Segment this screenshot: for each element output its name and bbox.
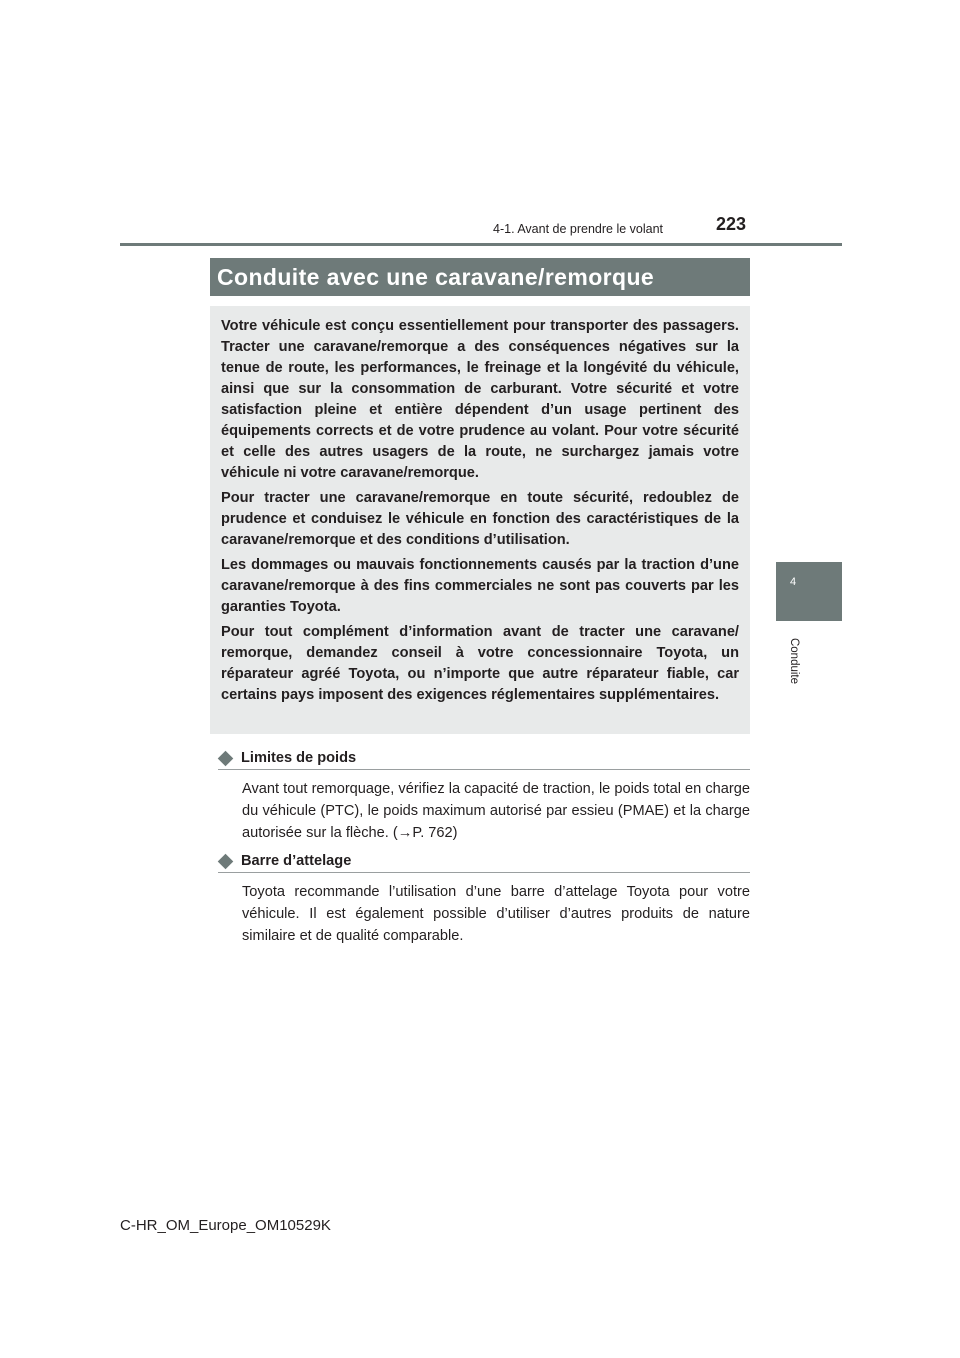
diamond-bullet-icon (218, 853, 234, 869)
intro-box (210, 306, 750, 734)
page-number: 223 (716, 214, 747, 234)
header-divider (120, 243, 842, 246)
header-section-title: 4-1. Avant de prendre le volant (493, 222, 664, 236)
subsection-body: Toyota recommande l’utilisation d’une barre d’attelage Toyota pour votre véhicule. Il est également possible d’utiliser d’autres produits de nature similaire et de qualité comparable. (242, 884, 750, 944)
intro-paragraph: Votre véhicule est conçu essentiellement pour transporter des passagers. Tracter une caravane/remorque a des conséquences négatives sur la tenue de route, les performances, le freinage et la longévité du véhicule, ainsi que sur la consommation de carburant. Votre sécurité et votre satisfaction pleine et entière dépendent d’un usage pertinent des équipements corrects et de votre prudence au volant. Pour votre sécurité et celle des autres usagers de la route, ne surchargez jamais votre véhicule ni votre caravane/remorque. (221, 318, 739, 481)
subsection-heading (218, 750, 750, 770)
subsection-title: Barre d’attelage (241, 853, 352, 869)
chapter-number: 4 (790, 576, 797, 588)
subsection-weight-limits (218, 750, 750, 844)
subsection-tow-bar (218, 853, 750, 947)
intro-paragraph: Pour tout complément d’information avant de tracter une caravane/ remorque, demandez conseil à votre concessionnaire Toyota, un réparateur agréé Toyota, ou n’importe que autre réparateur fiable, car certains pays imposent des exigences réglementaires supplémentaires. (221, 624, 739, 703)
chapter-label: Conduite (788, 637, 800, 685)
subsection-title: Limites de poids (241, 750, 357, 766)
intro-paragraph: Les dommages ou mauvais fonctionnements causés par la traction d’une caravane/remorque à des fins commerciales ne sont pas couverts par les garanties Toyota. (221, 557, 739, 615)
diamond-bullet-icon (218, 750, 234, 766)
subsection-body: Avant tout remorquage, vérifiez la capacité de traction, le poids total en charge du véhicule (PTC), le poids maximum autorisé par essieu (PMAE) et la charge autorisée sur la flèche. (→P. 762) (242, 781, 750, 841)
section-title: Conduite avec une caravane/remorque (217, 263, 655, 290)
intro-paragraph: Pour tracter une caravane/remorque en toute sécurité, redoublez de prudence et conduisez le véhicule en fonction des caractéristiques de la caravane/remorque et des conditions d’utilisation. (221, 490, 739, 548)
footer-document-id: C-HR_OM_Europe_OM10529K (120, 1217, 331, 1234)
chapter-tab (776, 562, 842, 621)
subsection-heading (218, 853, 750, 873)
section-title-bar (210, 258, 750, 296)
